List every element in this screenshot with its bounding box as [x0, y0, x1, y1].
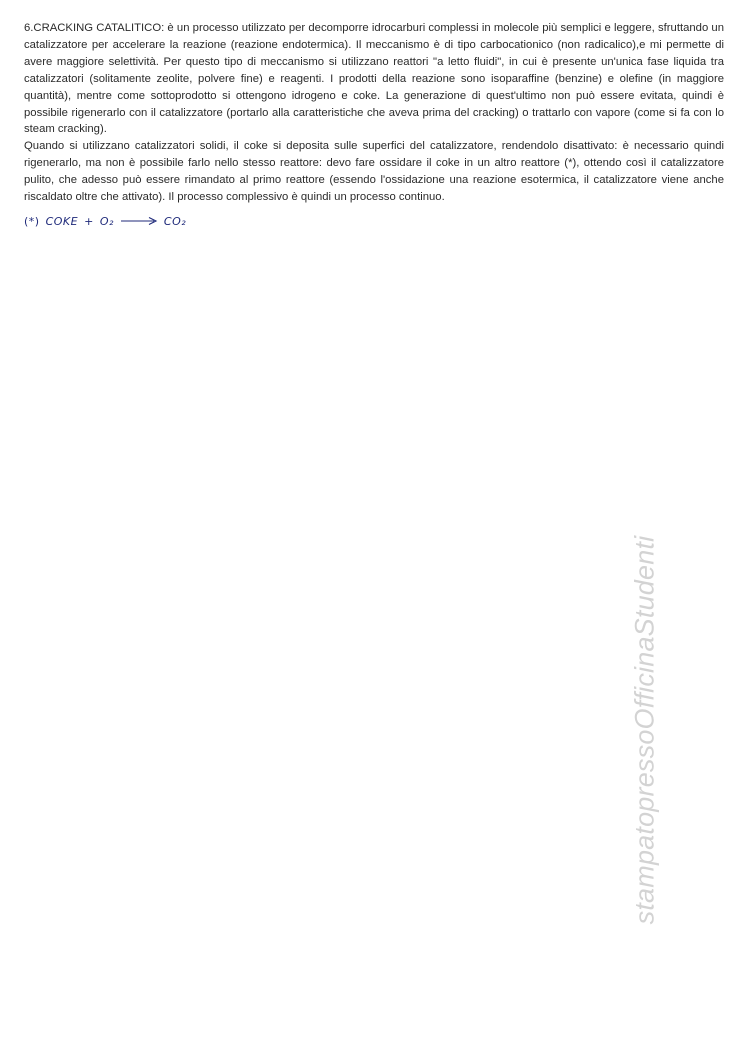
footnote-marker: (*)	[24, 214, 40, 228]
plus-sign: +	[84, 214, 94, 228]
reaction-arrow-icon	[120, 216, 158, 226]
product-carbon-dioxide: CO₂	[163, 214, 187, 228]
notes-body	[24, 20, 724, 206]
reactant-coke: COKE	[45, 214, 79, 228]
paragraph-catalyst-regeneration: Quando si utilizzano catalizzatori solidi, il coke si deposita sulle superfici del catalizzatore, rendendolo disattivato: è necessario quindi rigenerarlo, ma non è possibile farlo nello stesso reattore: devo fare ossidare il coke in un altro reattore (*), ottendo così il catalizzatore pulito, che adesso può essere rimandato al primo reattore (essendo l'ossidazione una reazione esotermica, il catalizzatore viene anche riscaldato oltre che attivato). Il processo complessivo è quindi un processo continuo.	[24, 140, 724, 204]
reactant-oxygen: O₂	[99, 214, 114, 228]
handwritten-reaction	[24, 210, 186, 232]
watermark-text: stampatopressoOfficinaStudenti	[629, 535, 660, 925]
paragraph-catalytic-cracking: 6.CRACKING CATALITICO: è un processo utilizzato per decomporre idrocarburi complessi in molecole più semplici e leggere, sfruttando un catalizzatore per accelerare la reazione (reazione endotermica). Il meccanismo è di tipo carbocationico (non radicalico),e mi permette di avere maggiore selettività. Per questo tipo di meccanismo si utilizzano reattori "a letto fluidi", in cui è presente un'unica fase liquida tra catalizzatori (solitamente zeolite, polvere fine) e reagenti. I prodotti della reazione sono isoparaffine (benzine) e olefine (in maggiore quantità), mentre come sottoprodotto si ottengono idrogeno e coke. La generazione di quest'ultimo non può essere evitata, quindi è possibile rigenerarlo con il catalizzatore (portarlo alla caratteristiche che aveva prima del cracking) o trattarlo con vapore (come si fa con lo steam cracking).	[24, 22, 724, 136]
